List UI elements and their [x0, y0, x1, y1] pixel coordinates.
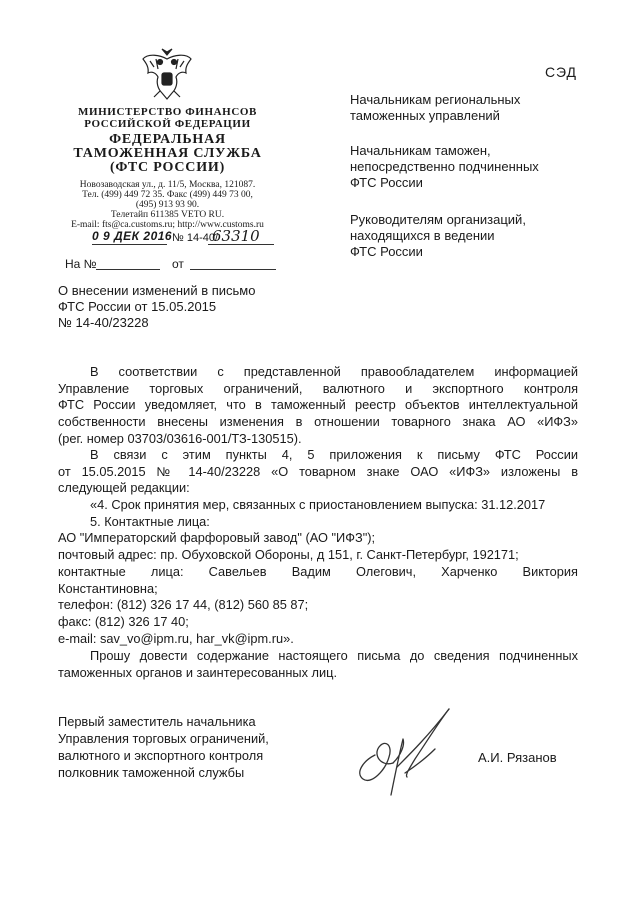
body-line: от 15.05.2015 № 14-40/23228 «О товарном знаке ОАО «ИФЗ» изложены в — [58, 463, 578, 479]
contact-phone2: (495) 913 93 90. — [135, 200, 200, 210]
ministry-line1: МИНИСТЕРСТВО ФИНАНСОВ — [78, 106, 257, 118]
contact-persons-cont: Константиновна; — [58, 580, 158, 596]
reference-date-label: от — [172, 257, 184, 271]
body-line: ФТС России уведомляет, что в таможенный реестр объектов интеллектуальной — [58, 397, 578, 413]
signature-title — [58, 713, 269, 781]
body-line: (рег. номер 03703/03616-001/ТЗ-130515). — [58, 430, 302, 446]
letter-subject — [58, 283, 255, 331]
subject-line: ФТС России от 15.05.2015 — [58, 299, 217, 314]
handwritten-signature-icon — [345, 695, 465, 805]
service-line3: (ФТС РОССИИ) — [109, 160, 226, 175]
postal-address: почтовый адрес: пр. Обуховской Обороны, д 151, г. Санкт-Петербург, 192171; — [58, 547, 519, 563]
service-line1: ФЕДЕРАЛЬНАЯ — [109, 132, 226, 147]
body-line: В связи с этим пункты 4, 5 приложения к письму ФТС России — [90, 447, 578, 462]
item-4: «4. Срок принятия мер, связанных с приостановлением выпуска: 31.12.2017 — [90, 497, 546, 512]
body-request — [58, 648, 578, 681]
contact-address: Новозаводская ул., д. 11/5, Москва, 121087. — [79, 180, 256, 190]
coat-of-arms-icon — [140, 45, 194, 103]
body-paragraph-1 — [58, 364, 578, 448]
fax-line: факс: (812) 326 17 40; — [58, 613, 189, 629]
addressee-line: Руководителям организаций, — [350, 212, 526, 227]
body-line: следующей редакции: — [58, 480, 190, 496]
date-number-line — [92, 229, 275, 249]
document-number-handwritten: 63310 — [212, 227, 260, 245]
service-line2: ТАМОЖЕННАЯ СЛУЖБА — [73, 146, 262, 161]
addressee-line: Начальникам таможен, — [350, 143, 491, 158]
contact-email: E-mail: fts@ca.customs.ru; http://www.customs.ru — [71, 220, 264, 230]
company-name: АО "Императорский фарфоровый завод" (АО "ИФЗ"); — [58, 530, 376, 546]
signature-title-line: валютного и экспортного контроля — [58, 748, 264, 763]
contact-phone: Тел. (499) 449 72 35. Факс (499) 449 73 00, — [82, 190, 253, 200]
signer-name: А.И. Рязанов — [478, 750, 557, 765]
body-line: Управление торговых ограничений, валютного и экспортного контроля — [58, 380, 578, 396]
body-line: собственности внесены изменения в отношении товарного знака АО «ИФЗ» — [58, 414, 578, 430]
sed-mark: СЭД — [545, 64, 578, 80]
addressee-line: находящихся в ведении — [350, 228, 495, 243]
ministry-line2: РОССИЙСКОЙ ФЕДЕРАЦИИ — [84, 118, 251, 130]
item-5: 5. Контактные лица: — [90, 513, 210, 529]
reference-number-label: На № — [65, 257, 97, 271]
addressee-regional — [350, 92, 520, 124]
addressee-line: таможенных управлений — [350, 108, 500, 123]
addressee-line: Начальникам региональных — [350, 92, 521, 107]
addressee-customs — [350, 143, 539, 191]
document-date: 0 9 ДЕК 2016 — [92, 229, 173, 243]
body-line: Прошу довести содержание настоящего письма до сведения подчиненных — [90, 648, 578, 663]
signature-title-line: Первый заместитель начальника — [58, 714, 256, 729]
contact-persons: контактные лица: Савельев Вадим Олегович, Харченко Виктория — [58, 563, 578, 579]
body-items — [58, 497, 578, 647]
addressee-organizations — [350, 212, 526, 260]
addressee-line: непосредственно подчиненных — [350, 159, 539, 174]
subject-line: № 14-40/23228 — [58, 315, 149, 330]
email-line: e-mail: sav_vo@ipm.ru, har_vk@ipm.ru». — [58, 630, 294, 646]
signature-title-line: Управления торговых ограничений, — [58, 731, 269, 746]
contact-teletype: Телетайп 611385 VETO RU. — [110, 210, 225, 220]
subject-line: О внесении изменений в письмо — [58, 283, 256, 298]
signature-title-line: полковник таможенной службы — [58, 765, 245, 780]
phone-line: телефон: (812) 326 17 44, (812) 560 85 87; — [58, 597, 309, 613]
body-line: таможенных органов и заинтересованных лиц. — [58, 664, 338, 680]
body-paragraph-2 — [58, 447, 578, 497]
addressee-line: ФТС России — [350, 175, 423, 190]
body-line: В соответствии с представленной правообладателем информацией — [90, 364, 578, 379]
addressee-line: ФТС России — [350, 244, 423, 259]
document-number-label: № 14-40/ — [172, 232, 219, 244]
